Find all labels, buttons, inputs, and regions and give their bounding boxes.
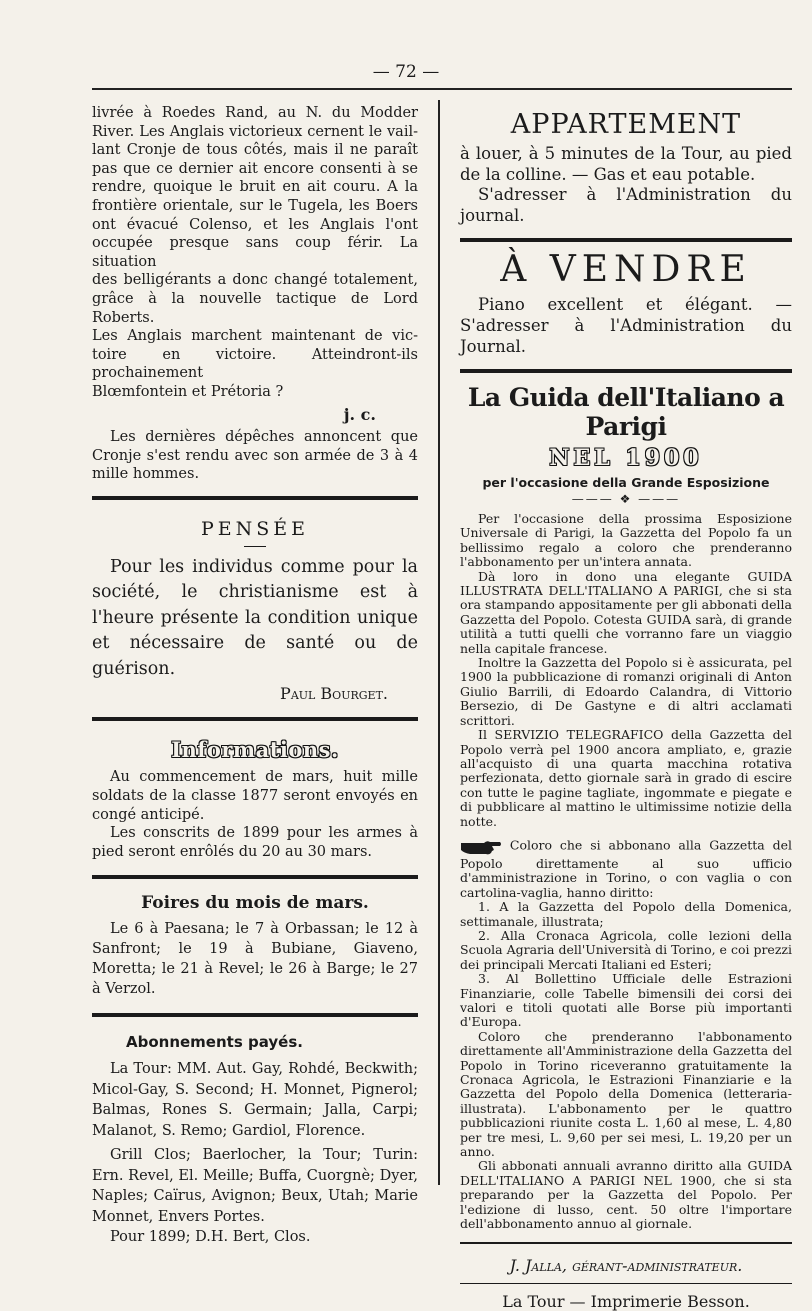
- section-rule: [460, 1242, 792, 1244]
- abonnements-p2: Grill Clos; Baerlocher, la Tour; Turin: Ern. Revel, El. Meille; Buffa, Cuorgnè; Dyer, Naples; Caïrus, Avignon; Beux, Utah; Marie Monnet, Envers Portes.: [92, 1147, 418, 1225]
- imprimerie: La Tour — Imprimerie Besson.: [502, 1291, 750, 1311]
- header-rule: [92, 88, 792, 90]
- news-line: grâce à la nouvelle tactique de Lord Roberts.: [92, 290, 418, 326]
- column-divider: [438, 100, 440, 1185]
- news-article: [92, 104, 418, 484]
- guida-p7: Gli abbonati annuali avranno diritto alla GUIDA DELL'ITALIANO A PARIGI NEL 1900, che si sta preparando per la Gazzetta del Popolo. Per l'edizione di lusso, cent. 50 oltre l'importare dell'abbonamento annuo al giornale.: [460, 1158, 792, 1232]
- guida-year-text: NEL 1900: [549, 445, 703, 471]
- news-line: occupée presque sans coup férir. La situation: [92, 235, 418, 270]
- gerant-line: [460, 1256, 792, 1275]
- gerant: J. Jalla, gérant-administrateur.: [509, 1255, 743, 1275]
- news-line: toire en victoire. Atteindront-ils prochainement: [92, 346, 418, 382]
- guida-list-item: 2. Alla Cronaca Agricola, colle lezioni della Scuola Agraria dell'Università di Torino, e coi prezzi dei principali Mercati Italiani ed Esteri;: [460, 927, 792, 972]
- right-column: [460, 110, 792, 1311]
- pensee-text: Pour les individus comme pour la société, le christianisme est à l'heure présente la condition unique et nécessaire de santé ou de guérison.: [92, 556, 418, 679]
- guida-title: La Guida dell'Italiano a Parigi: [467, 383, 785, 441]
- pointing-hand-icon: [460, 835, 502, 857]
- guida-list: [460, 900, 792, 1030]
- left-column: [92, 104, 418, 1248]
- abonnements-p3: Pour 1899; D.H. Bert, Clos.: [110, 1229, 311, 1246]
- vendre-ad: [460, 250, 792, 357]
- guida-ad: [460, 383, 792, 1232]
- vendre-text: Piano excellent et élégant. — S'adresser à l'Administration du Journal.: [460, 295, 792, 356]
- foires-section: [92, 893, 418, 999]
- news-line: lant Cronje de tous côtés, mais il ne paraît: [92, 142, 418, 159]
- news-line: Les Anglais marchent maintenant de vic-: [92, 328, 418, 345]
- informations-title: Informations.: [171, 737, 339, 763]
- abonnements-section: [92, 1033, 418, 1248]
- section-rule: [460, 238, 792, 242]
- news-signature: j. c.: [343, 404, 376, 424]
- vendre-title: À VENDRE: [500, 249, 752, 290]
- section-rule: [92, 717, 418, 721]
- news-line: livrée à Roedes Rand, au N. du Modder: [92, 105, 418, 121]
- footer-rule: [460, 1283, 792, 1284]
- informations-p2: Les conscrits de 1899 pour les armes à pied seront enrôlés du 20 au 30 mars.: [92, 825, 418, 860]
- guida-ornament: ——— ❖ ———: [571, 492, 681, 506]
- news-line: frontière orientale, sur le Tugela, les Boers: [92, 197, 418, 214]
- guida-list-item: 3. Al Bollettino Ufficiale delle Estrazioni Finanziarie, colle Tabelle bimensili dei corsi dei valori e titoli quotati alle Borse più importanti d'Europa.: [460, 971, 792, 1030]
- depeches-text: Les dernières dépêches annoncent que Cronje s'est rendu avec son armée de 3 à 4 mille hommes.: [92, 429, 418, 483]
- section-rule: [92, 496, 418, 500]
- guida-p5-wrap: [460, 835, 792, 900]
- news-line: ont évacué Colenso, et les Anglais l'ont: [92, 216, 418, 233]
- guida-subtitle: per l'occasione della Grande Esposizione: [482, 475, 770, 490]
- guida-list-item: 1. A la Gazzetta del Popolo della Domenica, settimanale, illustrata;: [460, 899, 792, 929]
- guida-p6: Coloro che prenderanno l'abbonamento direttamente all'Amministrazione della Gazzetta del Popolo in Torino riceveranno gratuitamente la Cronaca Agricola, le Estrazioni Finanziarie e la Gazzetta del Popolo della Domenica (letteraria-illustrata). L'abbonamento per le quattro pubblicazioni riunite costa L. 1,60 al mese, L. 4,80 per tre mesi, L. 9,60 per sei mesi, L. 19,20 per un anno.: [460, 1028, 792, 1160]
- pensee-title: PENSÉE: [200, 517, 310, 540]
- appartement-contact: S'adresser à l'Administration du journal.: [460, 185, 792, 225]
- section-rule: [92, 1013, 418, 1017]
- abonnements-p1: La Tour: MM. Aut. Gay, Rohdé, Beckwith; Micol-Gay, S. Second; H. Monnet, Pignerol; Balmas, Rones S. Germain; Jalla, Carpi; Malanot, S. Remo; Gardiol, Florence.: [92, 1061, 418, 1139]
- informations-p1: Au commencement de mars, huit mille soldats de la classe 1877 seront envoyés en congé anticipé.: [92, 769, 418, 823]
- news-line: des belligérants a donc changé totalement,: [92, 272, 418, 289]
- pensee-author: Paul Bourget.: [280, 684, 388, 704]
- foires-text: Le 6 à Paesana; le 7 à Orbassan; le 12 à Sanfront; le 19 à Bubiane, Giaveno, Moretta; le 21 à Revel; le 26 à Barge; le 27 à Verzol.: [92, 921, 418, 998]
- guida-p1: Per l'occasione della prossima Esposizione Universale di Parigi, la Gazzetta del Popolo fa un bellissimo regalo a coloro che prenderanno l'abbonamento per un'intera annata.: [460, 511, 792, 570]
- appartement-ad: [460, 110, 792, 226]
- news-line: pas que ce dernier ait encore consenti à se: [92, 160, 418, 177]
- section-rule: [92, 875, 418, 879]
- guida-year: [460, 445, 792, 471]
- appartement-text: à louer, à 5 minutes de la Tour, au pied de la colline. — Gas et eau potable.: [460, 144, 792, 184]
- news-line: Blœmfontein et Prétoria ?: [92, 383, 284, 400]
- guida-p5: Coloro che si abbonano alla Gazzetta del Popolo direttamente al suo ufficio d'amministrazione in Torino, o con vaglia o con cartolina-vaglia, hanno diritto:: [460, 837, 792, 900]
- abonnements-title: Abonnements payés.: [126, 1033, 303, 1052]
- section-rule: [460, 369, 792, 373]
- guida-p3: Inoltre la Gazzetta del Popolo si è assicurata, pel 1900 la pubblicazione di romanzi originali di Anton Giulio Barrili, di Edoardo Calandra, di Vittorio Bersezio, di De Gastyne e di altri acclamati scrittori.: [460, 655, 792, 728]
- pensee-section: [92, 518, 418, 704]
- page-number: — 72 —: [372, 62, 440, 82]
- appartement-title: APPARTEMENT: [510, 109, 742, 140]
- news-line: River. Les Anglais victorieux cernent le vail-: [92, 123, 418, 140]
- guida-p2: Dà loro in dono una elegante GUIDA ILLUSTRATA DELL'ITALIANO A PARIGI, che si sta ora stampando appositamente per gli abbonati della Gazzetta del Popolo. Cotesta GUIDA sarà, di grande utilità a tutti quelli che vorranno fare un viaggio nella capitale francese.: [460, 568, 792, 656]
- informations-section: [92, 737, 418, 861]
- news-line: rendre, quoique le bruit en ait couru. A la: [92, 179, 418, 196]
- foires-title: Foires du mois de mars.: [141, 893, 369, 914]
- guida-p4: Il SERVIZIO TELEGRAFICO della Gazzetta del Popolo verrà pel 1900 ancora ampliato, e, grazie all'acquisto di una quarta macchina rotativa perfezionata, detto giornale sarà in grado di escire con tutte le pagine tagliate, ingommate e piegate e di pubblicare al mattino le ultimissime notizie della notte.: [460, 727, 792, 829]
- pensee-title-underline: [244, 546, 266, 547]
